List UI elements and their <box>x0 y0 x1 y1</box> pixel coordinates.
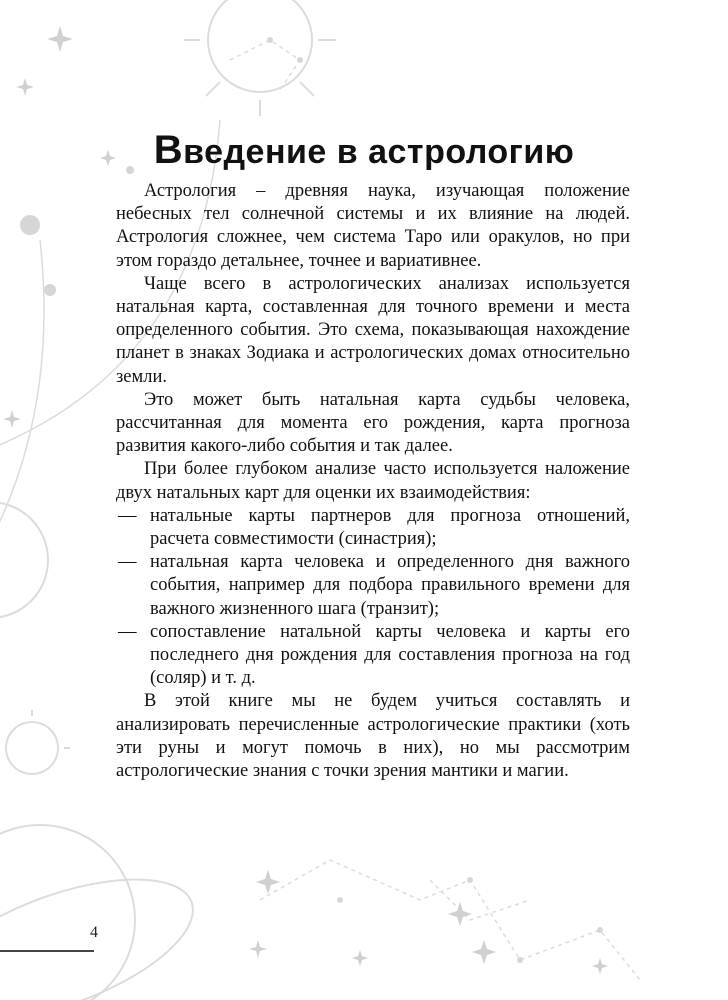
planet-icon <box>0 502 48 618</box>
paragraph: Чаще всего в астрологических анализах используется натальная карта, составленная для точного времени и места определенного события. Это схема, показывающая нахождение планет в знаках Зодиака и астрологических домах относительно земли. <box>116 273 630 387</box>
star-icon <box>16 78 34 96</box>
list-item <box>116 621 630 691</box>
paragraph: Астрология – древняя наука, изучающая положение небесных тел солнечной системы и их влияние на людей. Астрология сложнее, чем система Таро или оракулов, но при этом гораздо детальнее, точнее и вариативнее. <box>116 181 630 271</box>
list-item <box>116 551 630 621</box>
planet-dot-icon <box>20 215 40 235</box>
list-dash: — <box>118 621 137 642</box>
sun-circle-icon <box>208 0 312 92</box>
footer-rule <box>0 950 94 952</box>
star-icon <box>47 26 73 52</box>
star-icon <box>352 950 368 966</box>
star-icon <box>448 902 472 926</box>
list-item-text: сопоставление натальной карты человека и карты его последнего дня рождения для составления прогноза на год (соляр) и т. д. <box>150 621 630 689</box>
page-title <box>0 128 728 173</box>
constellation-line <box>260 860 640 980</box>
paragraph: При более глубоком анализе часто используется наложение двух натальных карт для оценки их взаимодействия: <box>116 459 630 503</box>
small-sun-icon <box>6 722 58 774</box>
star-icon <box>3 410 21 428</box>
list-item <box>116 505 630 551</box>
ring-planet-icon <box>0 850 210 1000</box>
paragraph: Это может быть натальная карта судьбы человека, рассчитанная для момента его рождения, карта прогноза развития какого-либо события и так далее. <box>116 389 630 457</box>
list-item-text: натальная карта человека и определенного дня важного события, например для подбора правильного времени для важного жизненного шага (транзит); <box>150 552 630 619</box>
bullet-list <box>116 505 630 691</box>
star-icon <box>592 958 608 974</box>
title-initial: В <box>153 128 184 172</box>
closing-paragraph: В этой книге мы не будем учиться составлять и анализировать перечисленные астрологические практики (хоть эти руны и могут помочь в них), но мы рассмотрим астрологические знания с точки зрения мантики и магии. <box>116 691 630 782</box>
list-dash: — <box>118 505 137 526</box>
list-item-text: натальные карты партнеров для прогноза отношений, расчета совместимости (синастрия); <box>150 505 630 550</box>
list-dash: — <box>118 552 137 573</box>
article-body <box>116 180 630 783</box>
page-number: 4 <box>90 924 98 941</box>
title-rest: ведение в астрологию <box>183 133 575 171</box>
star-icon <box>249 940 267 958</box>
star-icon <box>472 940 496 964</box>
